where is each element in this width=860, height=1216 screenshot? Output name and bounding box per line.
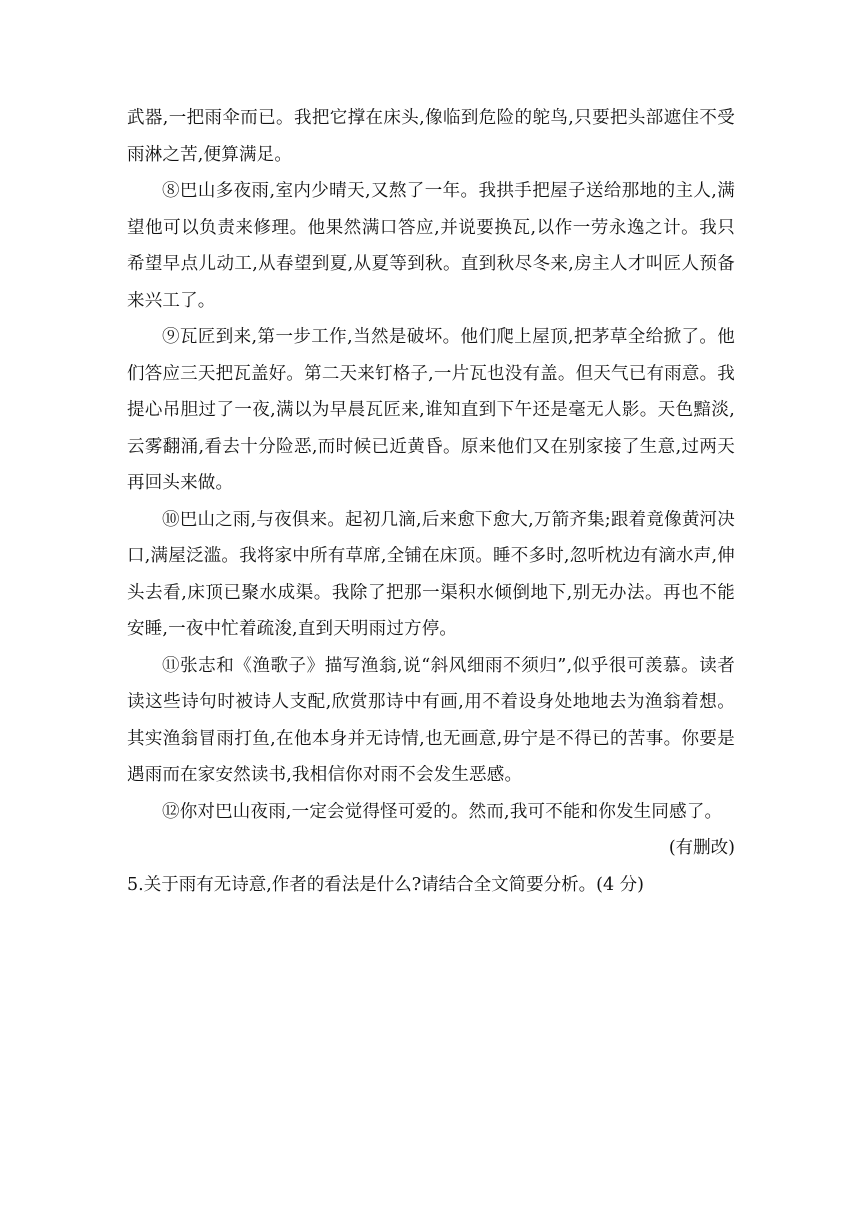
paragraph-8: ⑧巴山多夜雨,室内少晴天,又熬了一年。我拱手把屋子送给那地的主人,满望他可以负责来修理。他果然满口答应,并说要换瓦,以作一劳永逸之计。我只希望早点儿动工,从春望到夏,从夏等到秋。直到秋尽冬来,房主人才叫匠人预备来兴工了。 <box>127 181 735 311</box>
paragraph-12: ⑫你对巴山夜雨,一定会觉得怪可爱的。然而,我可不能和你发生同感了。 <box>162 801 723 822</box>
source-note: (有删改) <box>668 838 735 858</box>
document-page <box>127 100 735 903</box>
question-5: 5.关于雨有无诗意,作者的看法是什么?请结合全文简要分析。(4 分) <box>127 874 644 895</box>
paragraph-continued: 武器,一把雨伞而已。我把它撑在床头,像临到危险的鸵鸟,只要把头部遮住不受雨淋之苦,便算满足。 <box>127 108 735 165</box>
paragraph-9: ⑨瓦匠到来,第一步工作,当然是破坏。他们爬上屋顶,把茅草全给掀了。他们答应三天把瓦盖好。第二天来钉格子,一片瓦也没有盖。但天气已有雨意。我提心吊胆过了一夜,满以为早晨瓦匠来,谁知直到下午还是毫无人影。天色黯淡,云雾翻涌,看去十分险恶,而时候已近黄昏。原来他们又在别家接了生意,过两天再回头来做。 <box>127 327 735 493</box>
paragraph-10: ⑩巴山之雨,与夜俱来。起初几滴,后来愈下愈大,万箭齐集;跟着竟像黄河决口,满屋泛滥。我将家中所有草席,全铺在床顶。睡不多时,忽听枕边有滴水声,伸头去看,床顶已聚水成渠。我除了把那一渠积水倾倒地下,别无办法。再也不能安睡,一夜中忙着疏浚,直到天明雨过方停。 <box>127 509 735 639</box>
paragraph-11: ⑪张志和《渔歌子》描写渔翁,说“斜风细雨不须归”,似乎很可羡慕。读者读这些诗句时被诗人支配,欣赏那诗中有画,用不着设身处地地去为渔翁着想。其实渔翁冒雨打鱼,在他本身并无诗情,也无画意,毋宁是不得已的苦事。你要是遇雨而在家安然读书,我相信你对雨不会发生恶感。 <box>127 655 735 785</box>
